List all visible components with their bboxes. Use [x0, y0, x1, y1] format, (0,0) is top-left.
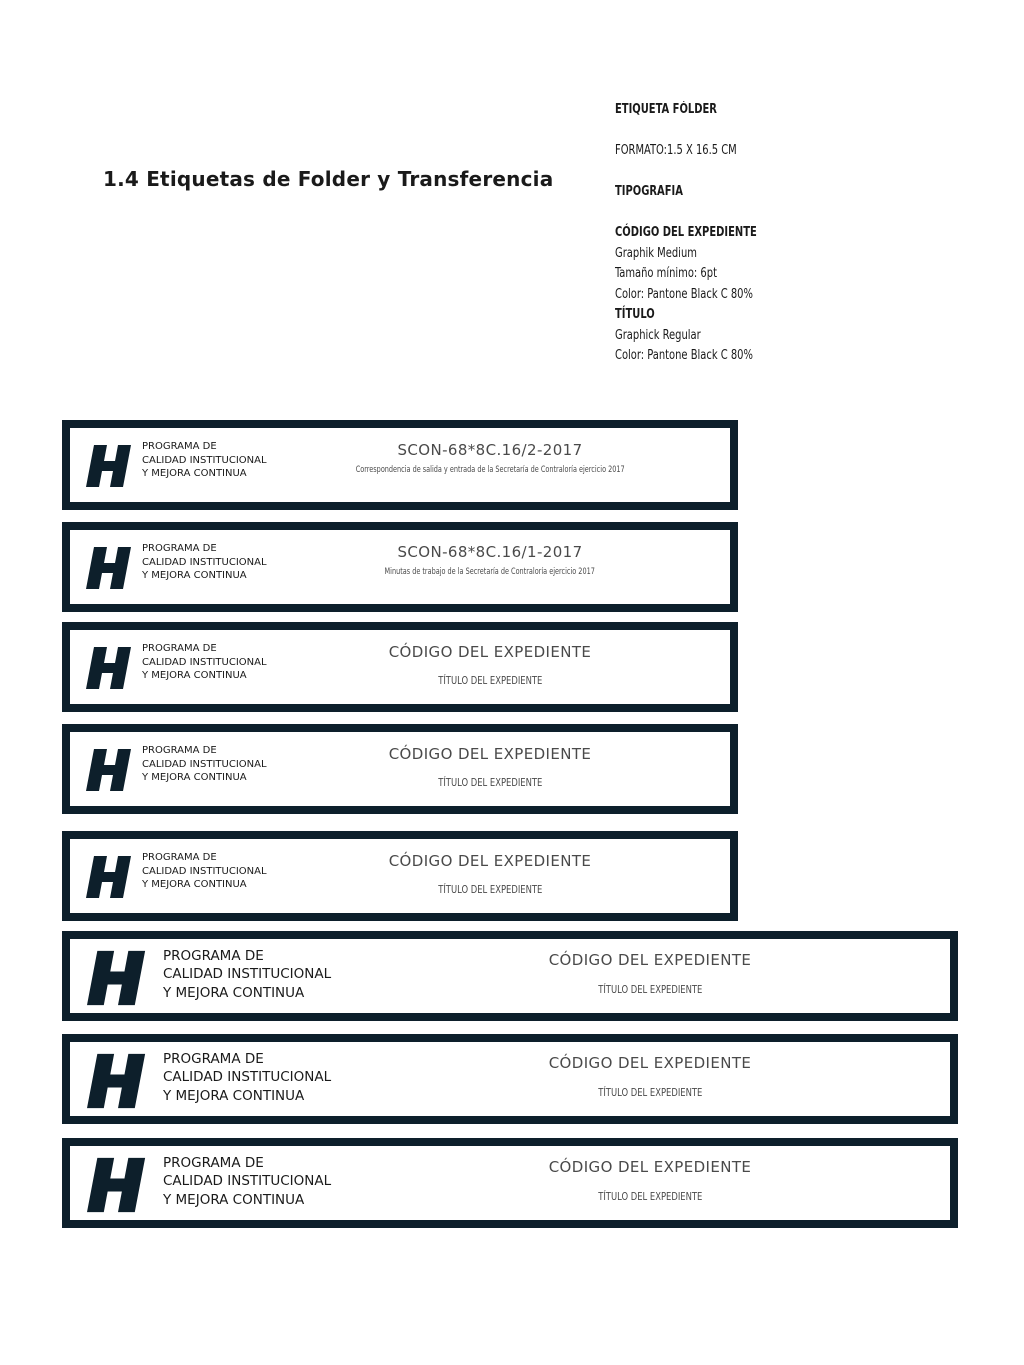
folder-label [62, 831, 738, 921]
expediente-code: CÓDIGO DEL EXPEDIENTE [388, 643, 592, 661]
program-line-2: CALIDAD INSTITUCIONAL [142, 656, 267, 668]
folder-label [62, 522, 738, 612]
expediente-code: SCON-68*8C.16/2-2017 [397, 441, 583, 459]
program-line-1: PROGRAMA DE [142, 745, 217, 756]
program-line-1: PROGRAMA DE [142, 852, 217, 863]
program-line-3: Y MEJORA CONTINUA [163, 1191, 305, 1208]
expediente-code: SCON-68*8C.16/1-2017 [397, 543, 583, 561]
h-logo-icon [84, 853, 136, 901]
h-logo-icon [84, 644, 136, 692]
program-line-3: Y MEJORA CONTINUA [142, 468, 247, 479]
h-logo-icon [84, 746, 136, 794]
specs-block [615, 100, 836, 367]
program-line-2: CALIDAD INSTITUCIONAL [142, 454, 267, 466]
specs-typography-heading: TIPOGRAFIA [615, 184, 683, 199]
program-line-1: PROGRAMA DE [163, 1051, 264, 1067]
expediente-code: CÓDIGO DEL EXPEDIENTE [548, 951, 752, 969]
program-line-3: Y MEJORA CONTINUA [142, 772, 247, 783]
specs-title-font: Graphick Regular [615, 327, 701, 343]
expediente-code: CÓDIGO DEL EXPEDIENTE [548, 1158, 752, 1176]
program-line-1: PROGRAMA DE [163, 948, 264, 964]
h-logo-icon [84, 1050, 152, 1112]
expediente-title: TÍTULO DEL EXPEDIENTE [437, 883, 543, 896]
h-logo-icon [84, 947, 152, 1009]
specs-title-color: Color: Pantone Black C 80% [615, 348, 753, 363]
program-name [163, 1154, 331, 1209]
program-line-3: Y MEJORA CONTINUA [163, 984, 305, 1001]
program-line-3: Y MEJORA CONTINUA [163, 1087, 305, 1104]
program-line-1: PROGRAMA DE [163, 1155, 264, 1171]
h-logo-icon [84, 442, 136, 490]
specs-title-heading: TÍTULO [615, 307, 655, 322]
h-logo-icon [84, 1154, 152, 1216]
h-logo-icon [84, 544, 136, 592]
program-name [163, 1050, 331, 1105]
folder-label [62, 420, 738, 510]
folder-label [62, 622, 738, 712]
expediente-code: CÓDIGO DEL EXPEDIENTE [548, 1054, 752, 1072]
specs-format: FORMATO:1.5 X 16.5 CM [615, 143, 737, 158]
program-name [163, 947, 331, 1002]
expediente-title: TÍTULO DEL EXPEDIENTE [437, 776, 543, 789]
program-line-1: PROGRAMA DE [142, 643, 217, 654]
expediente-code: CÓDIGO DEL EXPEDIENTE [388, 745, 592, 763]
folder-label [62, 724, 738, 814]
program-line-3: Y MEJORA CONTINUA [142, 570, 247, 581]
transfer-label [62, 931, 958, 1021]
expediente-title: TÍTULO DEL EXPEDIENTE [597, 983, 703, 996]
program-line-2: CALIDAD INSTITUCIONAL [142, 865, 267, 877]
expediente-title: TÍTULO DEL EXPEDIENTE [597, 1190, 703, 1203]
expediente-title: Correspondencia de salida y entrada de la Secretaría de Contraloría ejercicio 2017 [355, 465, 625, 475]
expediente-title: TÍTULO DEL EXPEDIENTE [597, 1086, 703, 1099]
program-line-2: CALIDAD INSTITUCIONAL [142, 758, 267, 770]
program-line-3: Y MEJORA CONTINUA [142, 670, 247, 681]
transfer-label [62, 1138, 958, 1228]
program-line-1: PROGRAMA DE [142, 543, 217, 554]
transfer-label [62, 1034, 958, 1124]
program-line-3: Y MEJORA CONTINUA [142, 879, 247, 890]
section-title: 1.4 Etiquetas de Folder y Transferencia [103, 167, 554, 191]
specs-code-font: Graphik Medium [615, 245, 697, 261]
specs-code-heading: CÓDIGO DEL EXPEDIENTE [615, 225, 757, 240]
program-line-2: CALIDAD INSTITUCIONAL [142, 556, 267, 568]
program-line-2: CALIDAD INSTITUCIONAL [163, 1173, 332, 1190]
specs-code-min-size: Tamaño mínimo: 6pt [615, 266, 717, 281]
program-line-1: PROGRAMA DE [142, 441, 217, 452]
specs-code-color: Color: Pantone Black C 80% [615, 286, 753, 302]
program-line-2: CALIDAD INSTITUCIONAL [163, 1069, 332, 1086]
expediente-title: TÍTULO DEL EXPEDIENTE [437, 674, 543, 687]
program-line-2: CALIDAD INSTITUCIONAL [163, 966, 332, 983]
expediente-code: CÓDIGO DEL EXPEDIENTE [388, 852, 592, 870]
specs-heading: ETIQUETA FÓLDER [615, 102, 717, 117]
expediente-title: Minutas de trabajo de la Secretaría de Contraloría ejercicio 2017 [384, 567, 596, 577]
